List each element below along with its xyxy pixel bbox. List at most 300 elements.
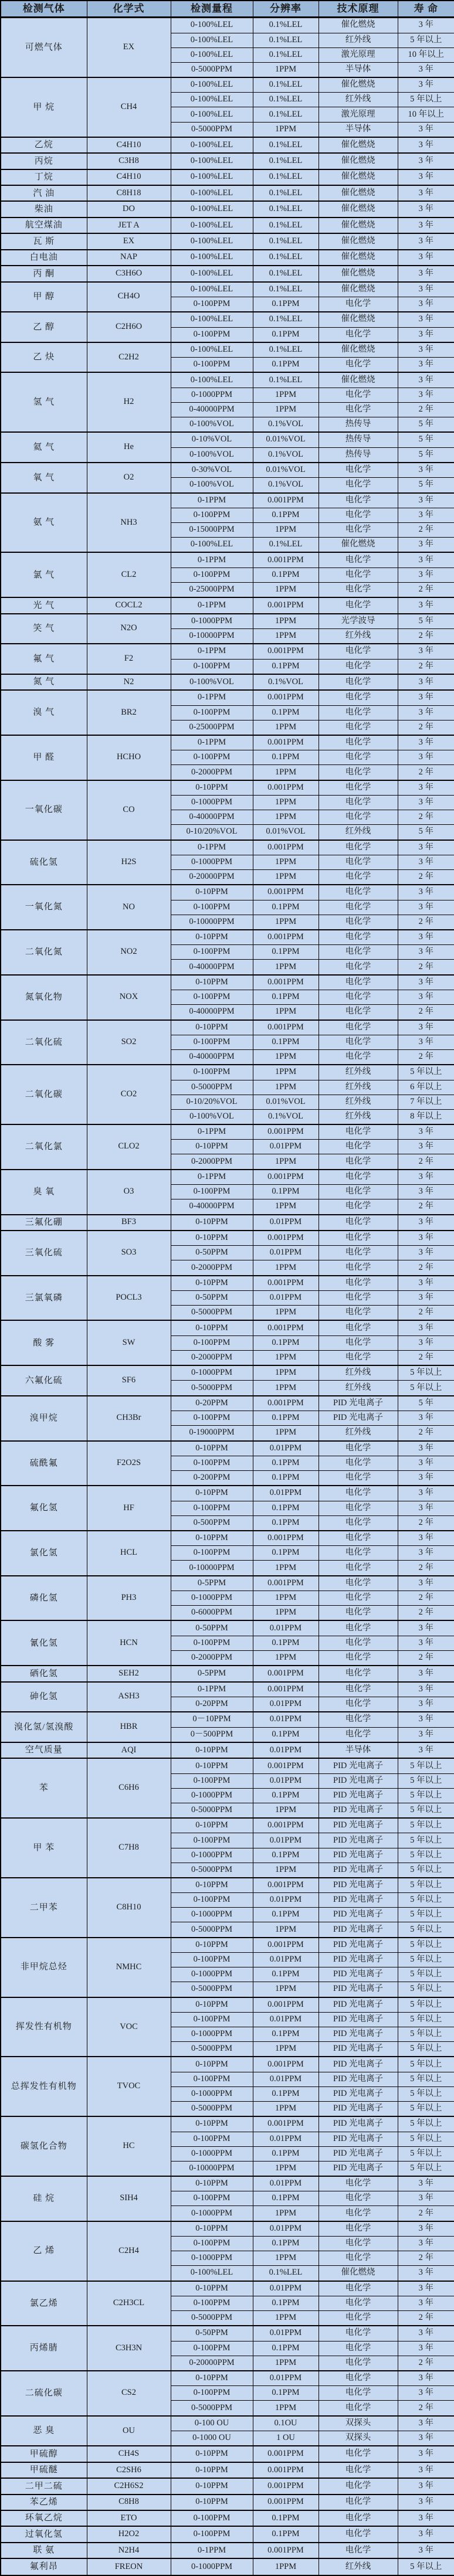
range-cell: 0-10PPM [171, 1531, 253, 1546]
range-cell: 0-100%LEL [171, 33, 253, 47]
lifespan-cell: 3 年 [398, 975, 454, 990]
gas-name-cell: 光 气 [1, 597, 87, 613]
principle-cell: PID 光电离子 [319, 2132, 398, 2146]
range-cell: 0-100PPM [171, 1501, 253, 1515]
lifespan-cell: 2 年 [398, 1049, 454, 1065]
principle-cell: PID 光电离子 [319, 2057, 398, 2072]
col-header-lifespan: 寿 命 [398, 1, 454, 18]
spec-row [1, 2543, 454, 2558]
range-cell: 0-100%VOL [171, 478, 253, 493]
range-cell: 0-100%VOL [171, 417, 253, 432]
resolution-cell: 0.001PPM [253, 2495, 319, 2510]
gas-name-cell: 硅 烷 [1, 2176, 87, 2221]
spec-row [1, 552, 454, 567]
resolution-cell: 0.1PPM [253, 1411, 319, 1426]
lifespan-cell: 2 年 [398, 659, 454, 674]
lifespan-cell: 5 年以上 [398, 1878, 454, 1893]
lifespan-cell: 3 年 [398, 567, 454, 582]
resolution-cell: 1PPM [253, 2101, 319, 2116]
lifespan-cell: 3 年 [398, 77, 454, 93]
range-cell: 0-200PPM [171, 1470, 253, 1486]
lifespan-cell: 3 年 [398, 1546, 454, 1561]
range-cell: 0-5000PPM [171, 1306, 253, 1321]
gas-name-cell: 苯 [1, 1758, 87, 1818]
formula-cell: O2 [87, 463, 171, 493]
range-cell: 0-5000PPM [171, 1803, 253, 1818]
principle-cell: 电化学 [319, 327, 398, 342]
range-cell: 0-10PPM [171, 1486, 253, 1501]
formula-cell: H2 [87, 372, 171, 432]
spec-row [1, 1742, 454, 1758]
spec-row [1, 185, 454, 201]
range-cell: 0-10000PPM [171, 915, 253, 930]
gas-name-cell: 乙 烯 [1, 2221, 87, 2281]
principle-cell: 电化学 [319, 900, 398, 915]
range-cell: 0-20PPM [171, 1396, 253, 1411]
principle-cell: 电化学 [319, 690, 398, 705]
lifespan-cell: 5 年以上 [398, 1908, 454, 1922]
range-cell: 0-25000PPM [171, 720, 253, 735]
resolution-cell: 1PPM [253, 1049, 319, 1065]
range-cell: 0-10PPM [171, 930, 253, 945]
resolution-cell: 0.01PPM [253, 1697, 319, 1712]
lifespan-cell: 3 年 [398, 900, 454, 915]
formula-cell: N2O [87, 614, 171, 644]
principle-cell: 电化学 [319, 2495, 398, 2510]
range-cell: 0-1PPM [171, 690, 253, 705]
resolution-cell: 1PPM [253, 1650, 319, 1666]
range-cell: 0-100%LEL [171, 2266, 253, 2281]
lifespan-cell: 2 年 [398, 1350, 454, 1365]
lifespan-cell: 2 年 [398, 2310, 454, 2326]
lifespan-cell: 3 年 [398, 1231, 454, 1246]
resolution-cell: 0.01PPM [253, 2326, 319, 2341]
lifespan-cell: 5 年以上 [398, 1818, 454, 1833]
lifespan-cell: 3 年 [398, 358, 454, 373]
formula-cell: C8H10 [87, 1878, 171, 1938]
principle-cell: 电化学 [319, 2401, 398, 2416]
lifespan-cell: 5 年 [398, 1396, 454, 1411]
spec-row [1, 597, 454, 613]
resolution-cell: 1PPM [253, 1863, 319, 1878]
principle-cell: 电化学 [319, 810, 398, 825]
gas-name-cell: 溴甲烷 [1, 1396, 87, 1441]
gas-name-cell: 航空煤油 [1, 218, 87, 233]
resolution-cell: 0.1PPM [253, 945, 319, 960]
range-cell: 0-10PPM [171, 2057, 253, 2072]
principle-cell: 半导体 [319, 122, 398, 137]
lifespan-cell: 3 年 [398, 1501, 454, 1515]
principle-cell: 电化学 [319, 1561, 398, 1576]
principle-cell: 催化燃烧 [319, 169, 398, 185]
resolution-cell: 0.001PPM [253, 2057, 319, 2072]
range-cell: 0-25000PPM [171, 582, 253, 597]
lifespan-cell: 3 年 [398, 169, 454, 185]
range-cell: 0-10000PPM [171, 1561, 253, 1576]
range-cell: 0-2000PPM [171, 1650, 253, 1666]
lifespan-cell: 3 年 [398, 1140, 454, 1154]
formula-cell: VOC [87, 1997, 171, 2057]
lifespan-cell: 3 年 [398, 2462, 454, 2478]
formula-cell: CH4O [87, 282, 171, 312]
formula-cell: OU [87, 2416, 171, 2446]
principle-cell: 电化学 [319, 720, 398, 735]
lifespan-cell: 2 年 [398, 1306, 454, 1321]
principle-cell: 红外线 [319, 628, 398, 644]
lifespan-cell: 3 年 [398, 2191, 454, 2206]
resolution-cell: 0.1%LEL [253, 77, 319, 93]
range-cell: 0-10PPM [171, 2462, 253, 2478]
spec-row [1, 1320, 454, 1335]
resolution-cell: 0.01PPM [253, 2176, 319, 2191]
lifespan-cell: 3 年 [398, 1697, 454, 1712]
formula-cell: BF3 [87, 1215, 171, 1231]
lifespan-cell: 3 年 [398, 372, 454, 388]
range-cell: 0-1000PPM [171, 2146, 253, 2161]
principle-cell: PID 光电离子 [319, 1411, 398, 1426]
resolution-cell: 1PPM [253, 765, 319, 780]
gas-name-cell: 三氯氧磷 [1, 1276, 87, 1321]
resolution-cell: 1 OU [253, 2431, 319, 2446]
lifespan-cell: 3 年 [398, 1035, 454, 1049]
principle-cell: 电化学 [319, 705, 398, 720]
gas-name-cell: 三氧化硫 [1, 1231, 87, 1276]
resolution-cell: 0.001PPM [253, 2478, 319, 2494]
principle-cell: 催化燃烧 [319, 250, 398, 266]
range-cell: 0-2000PPM [171, 1350, 253, 1365]
spec-row [1, 930, 454, 945]
gas-name-cell: 硫酰氟 [1, 1441, 87, 1486]
principle-cell: 热传导 [319, 447, 398, 463]
resolution-cell: 0.1%LEL [253, 201, 319, 217]
resolution-cell: 0.01PPM [253, 1246, 319, 1260]
range-cell: 0-50PPM [171, 1290, 253, 1305]
range-cell: 0-100%LEL [171, 153, 253, 169]
resolution-cell: 0.001PPM [253, 1878, 319, 1893]
spec-row [1, 77, 454, 93]
gas-name-cell: 乙 醇 [1, 312, 87, 342]
spec-row [1, 312, 454, 327]
range-cell: 0-10PPM [171, 1997, 253, 2013]
gas-name-cell: 挥发性有机物 [1, 1997, 87, 2057]
lifespan-cell: 3 年 [398, 1682, 454, 1697]
gas-name-cell: 臭 氧 [1, 1170, 87, 1215]
range-cell: 0-1000PPM [171, 388, 253, 402]
principle-cell: 红外线 [319, 1426, 398, 1441]
gas-name-cell: 丙烷 [1, 153, 87, 169]
resolution-cell: 0.001PPM [253, 885, 319, 900]
range-cell: 0-10PPM [171, 2176, 253, 2191]
lifespan-cell: 2 年 [398, 2356, 454, 2371]
principle-cell: PID 光电离子 [319, 1818, 398, 1833]
gas-name-cell: 过氧化氢 [1, 2526, 87, 2542]
gas-name-cell: 甲硫醇 [1, 2446, 87, 2462]
lifespan-cell: 3 年 [398, 1246, 454, 1260]
resolution-cell: 1PPM [253, 1260, 319, 1276]
spec-row [1, 2462, 454, 2478]
range-cell: 0-100PPM [171, 945, 253, 960]
lifespan-cell: 2 年 [398, 1199, 454, 1215]
principle-cell: 电化学 [319, 582, 398, 597]
formula-cell: NH3 [87, 493, 171, 553]
range-cell: 0-100%VOL [171, 674, 253, 690]
lifespan-cell: 3 年 [398, 493, 454, 508]
resolution-cell: 0.1%LEL [253, 312, 319, 327]
range-cell: 0-10PPM [171, 2446, 253, 2462]
range-cell: 0-5PPM [171, 1576, 253, 1591]
principle-cell: 红外线 [319, 1109, 398, 1124]
resolution-cell: 1PPM [253, 1982, 319, 1997]
lifespan-cell: 5 年以上 [398, 2042, 454, 2057]
col-header-formula: 化学式 [87, 1, 171, 18]
resolution-cell: 0.1%LEL [253, 47, 319, 62]
spec-row [1, 1758, 454, 1773]
gas-name-cell: 笑 气 [1, 614, 87, 644]
principle-cell: 电化学 [319, 2237, 398, 2251]
gas-name-cell: 氰化氢 [1, 1620, 87, 1666]
lifespan-cell: 3 年 [398, 2446, 454, 2462]
spec-row [1, 250, 454, 266]
principle-cell: 电化学 [319, 1020, 398, 1035]
lifespan-cell: 5 年以上 [398, 1848, 454, 1863]
resolution-cell: 1PPM [253, 1803, 319, 1818]
lifespan-cell: 2 年 [398, 1650, 454, 1666]
resolution-cell: 1PPM [253, 2251, 319, 2266]
range-cell: 0-10PPM [171, 780, 253, 796]
principle-cell: 红外线 [319, 2558, 398, 2575]
resolution-cell: 0.1PPM [253, 659, 319, 674]
principle-cell: 电化学 [319, 478, 398, 493]
gas-name-cell: 二硫化碳 [1, 2371, 87, 2416]
principle-cell: PID 光电离子 [319, 1982, 398, 1997]
formula-cell: C3H6O [87, 266, 171, 281]
principle-cell: 电化学 [319, 1697, 398, 1712]
spec-row [1, 1878, 454, 1893]
lifespan-cell: 2 年 [398, 2206, 454, 2221]
gas-name-cell: 二甲苯 [1, 1878, 87, 1938]
range-cell: 0-100PPM [171, 990, 253, 1005]
principle-cell: 催化燃烧 [319, 266, 398, 281]
lifespan-cell: 3 年 [398, 218, 454, 233]
lifespan-cell: 3 年 [398, 2326, 454, 2341]
resolution-cell: 1PPM [253, 1365, 319, 1381]
range-cell: 0-100%LEL [171, 93, 253, 107]
range-cell: 0-100%LEL [171, 266, 253, 281]
resolution-cell: 0.001PPM [253, 1396, 319, 1411]
lifespan-cell: 5 年以上 [398, 2101, 454, 2116]
range-cell: 0-10PPM [171, 2495, 253, 2510]
principle-cell: 电化学 [319, 1712, 398, 1727]
resolution-cell: 0.001PPM [253, 552, 319, 567]
resolution-cell: 1PPM [253, 402, 319, 417]
resolution-cell: 0.1PPM [253, 2386, 319, 2401]
spec-row [1, 1276, 454, 1291]
range-cell: 0-1PPM [171, 1682, 253, 1697]
principle-cell: 红外线 [319, 93, 398, 107]
principle-cell: 电化学 [319, 1215, 398, 1231]
resolution-cell: 0.001PPM [253, 2116, 319, 2132]
lifespan-cell: 2 年 [398, 960, 454, 975]
lifespan-cell: 5 年 [398, 478, 454, 493]
range-cell: 0-10/20%VOL [171, 825, 253, 840]
resolution-cell: 0.01%VOL [253, 825, 319, 840]
lifespan-cell: 5 年以上 [398, 1833, 454, 1848]
principle-cell: 电化学 [319, 388, 398, 402]
range-cell: 0-2000PPM [171, 1154, 253, 1170]
gas-name-cell: 砷化氢 [1, 1682, 87, 1712]
resolution-cell: 0.1%LEL [253, 282, 319, 297]
range-cell: 0-1000PPM [171, 2251, 253, 2266]
resolution-cell: 0.001PPM [253, 1231, 319, 1246]
principle-cell: 催化燃烧 [319, 153, 398, 169]
formula-cell: HCL [87, 1531, 171, 1576]
principle-cell: 红外线 [319, 1080, 398, 1095]
principle-cell: 催化燃烧 [319, 18, 398, 33]
resolution-cell: 0.001PPM [253, 1170, 319, 1185]
lifespan-cell: 10 年以上 [398, 107, 454, 122]
resolution-cell: 0.001PPM [253, 840, 319, 855]
principle-cell: 热传导 [319, 417, 398, 432]
range-cell: 0-100%VOL [171, 1109, 253, 1124]
resolution-cell: 0.1%LEL [253, 2266, 319, 2281]
range-cell: 0－10PPM [171, 1712, 253, 1727]
principle-cell: PID 光电离子 [319, 1833, 398, 1848]
formula-cell: TVOC [87, 2057, 171, 2116]
range-cell: 0-100PPM [171, 2296, 253, 2310]
principle-cell: 催化燃烧 [319, 137, 398, 153]
gas-name-cell: 二甲二硫 [1, 2478, 87, 2494]
range-cell: 0-1PPM [171, 2543, 253, 2558]
lifespan-cell: 5 年以上 [398, 1758, 454, 1773]
col-header-principle: 技术原理 [319, 1, 398, 18]
range-cell: 0-100PPM [171, 1335, 253, 1350]
principle-cell: 电化学 [319, 297, 398, 312]
lifespan-cell: 2 年 [398, 1426, 454, 1441]
formula-cell: NMHC [87, 1938, 171, 1997]
gas-name-cell: 联 氨 [1, 2543, 87, 2558]
resolution-cell: 0.1PPM [253, 1515, 319, 1531]
resolution-cell: 0.001PPM [253, 930, 319, 945]
resolution-cell: 0.01PPM [253, 2072, 319, 2086]
principle-cell: 电化学 [319, 840, 398, 855]
resolution-cell: 0.001PPM [253, 1020, 319, 1035]
lifespan-cell: 5 年 [398, 825, 454, 840]
spec-row [1, 674, 454, 690]
lifespan-cell: 2 年 [398, 810, 454, 825]
resolution-cell: 0.01%VOL [253, 432, 319, 447]
principle-cell: 电化学 [319, 2371, 398, 2386]
range-cell: 0-15000PPM [171, 523, 253, 538]
lifespan-cell: 3 年 [398, 1441, 454, 1456]
principle-cell: 电化学 [319, 765, 398, 780]
formula-cell: FREON [87, 2558, 171, 2575]
spec-row [1, 1065, 454, 1080]
range-cell: 0-1000PPM [171, 614, 253, 629]
principle-cell: 激光原理 [319, 47, 398, 62]
principle-cell: 热传导 [319, 432, 398, 447]
lifespan-cell: 5 年以上 [398, 2086, 454, 2101]
range-cell: 0-100%LEL [171, 372, 253, 388]
formula-cell: NAP [87, 250, 171, 266]
resolution-cell: 0.1%LEL [253, 372, 319, 388]
principle-cell: 电化学 [319, 1350, 398, 1365]
resolution-cell: 1PPM [253, 1922, 319, 1938]
gas-name-cell: 氮 气 [1, 674, 87, 690]
range-cell: 0-1PPM [171, 552, 253, 567]
range-cell: 0-100%LEL [171, 18, 253, 33]
principle-cell: 电化学 [319, 2510, 398, 2526]
principle-cell: 电化学 [319, 674, 398, 690]
col-header-range: 检测量程 [171, 1, 253, 18]
resolution-cell: 1PPM [253, 523, 319, 538]
gas-name-cell: 苯乙烯 [1, 2495, 87, 2510]
col-header-gas: 检测气体 [1, 1, 87, 18]
lifespan-cell: 3 年 [398, 137, 454, 153]
resolution-cell: 1PPM [253, 1199, 319, 1215]
resolution-cell: 0.01PPM [253, 1290, 319, 1305]
range-cell: 0-20000PPM [171, 869, 253, 885]
lifespan-cell: 2 年 [398, 720, 454, 735]
resolution-cell: 0.01PPM [253, 1620, 319, 1636]
resolution-cell: 0.1%LEL [253, 153, 319, 169]
principle-cell: 电化学 [319, 1140, 398, 1154]
range-cell: 0－500PPM [171, 1727, 253, 1742]
principle-cell: PID 光电离子 [319, 1878, 398, 1893]
principle-cell: 电化学 [319, 1290, 398, 1305]
formula-cell: CL2 [87, 552, 171, 597]
resolution-cell: 0.001PPM [253, 1531, 319, 1546]
resolution-cell: 0.1%VOL [253, 1109, 319, 1124]
range-cell: 0-500PPM [171, 1515, 253, 1531]
spec-row [1, 463, 454, 478]
lifespan-cell: 3 年 [398, 990, 454, 1005]
principle-cell: 双探头 [319, 2416, 398, 2431]
principle-cell: 电化学 [319, 1515, 398, 1531]
range-cell: 0-10000PPM [171, 2161, 253, 2176]
principle-cell: PID 光电离子 [319, 2027, 398, 2041]
gas-name-cell: 丁烷 [1, 169, 87, 185]
lifespan-cell: 5 年 [398, 447, 454, 463]
range-cell: 0-10%VOL [171, 432, 253, 447]
spec-row [1, 201, 454, 217]
gas-name-cell: 环氧乙烷 [1, 2510, 87, 2526]
formula-cell: N2H4 [87, 2543, 171, 2558]
principle-cell: 催化燃烧 [319, 201, 398, 217]
lifespan-cell: 2 年 [398, 915, 454, 930]
principle-cell: 电化学 [319, 1320, 398, 1335]
resolution-cell: 0.1%LEL [253, 218, 319, 233]
range-cell: 0-2000PPM [171, 1260, 253, 1276]
lifespan-cell: 5 年以上 [398, 1938, 454, 1953]
range-cell: 0-10PPM [171, 2478, 253, 2494]
range-cell: 0-100PPM [171, 2510, 253, 2526]
principle-cell: 电化学 [319, 1246, 398, 1260]
principle-cell: PID 光电离子 [319, 2042, 398, 2057]
resolution-cell: 0.1PPM [253, 2191, 319, 2206]
principle-cell: PID 光电离子 [319, 1396, 398, 1411]
range-cell: 0-20000PPM [171, 2356, 253, 2371]
lifespan-cell: 3 年 [398, 552, 454, 567]
spec-row [1, 342, 454, 358]
principle-cell: 电化学 [319, 1606, 398, 1621]
formula-cell: DO [87, 201, 171, 217]
resolution-cell: 0.1%LEL [253, 33, 319, 47]
range-cell: 0-100%LEL [171, 250, 253, 266]
formula-cell: NO [87, 885, 171, 930]
formula-cell: HCHO [87, 735, 171, 780]
formula-cell: SO3 [87, 1231, 171, 1276]
resolution-cell: 1PPM [253, 1591, 319, 1606]
